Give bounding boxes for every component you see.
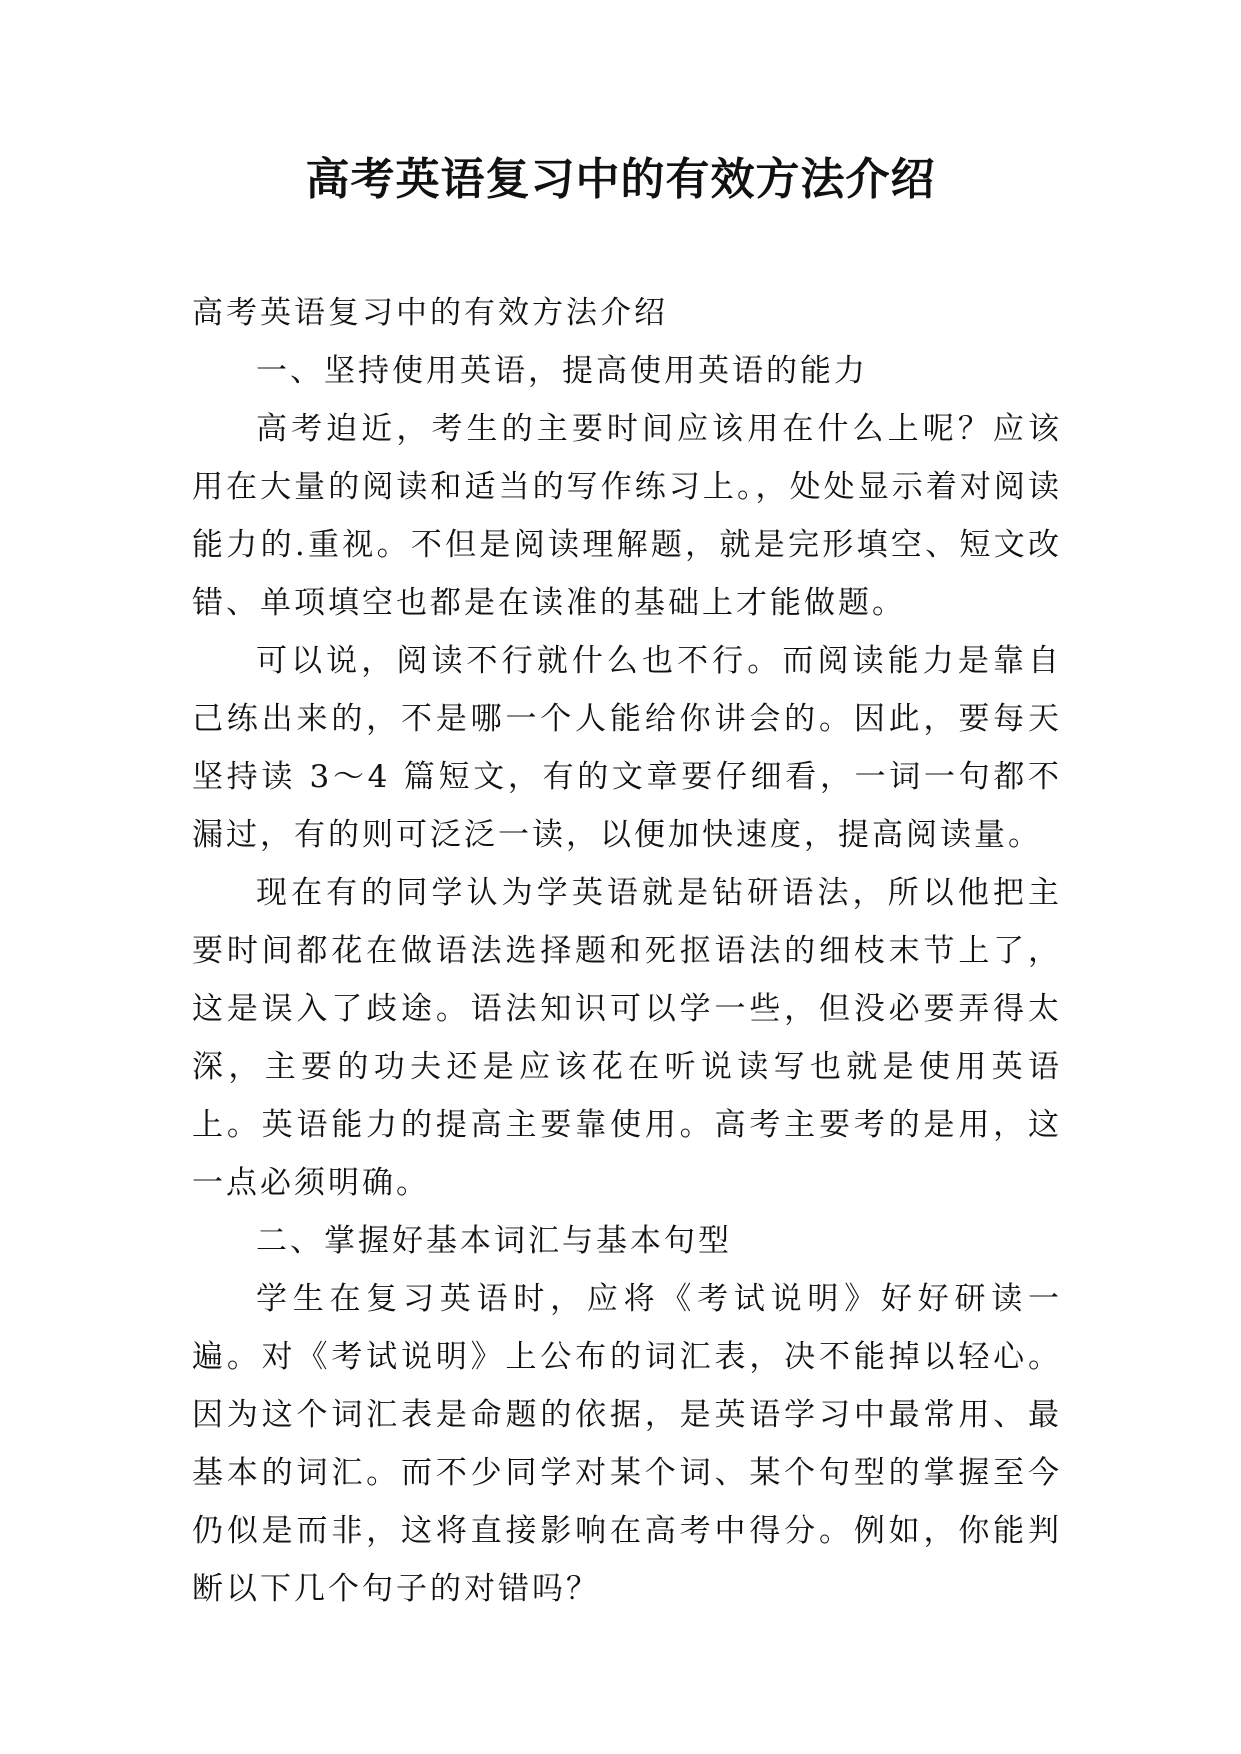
paragraph: 现在有的同学认为学英语就是钻研语法，所以他把主要时间都花在做语法选择题和死抠语法的细枝末节上了，这是误入了歧途。语法知识可以学一些，但没必要弄得太深，主要的功夫还是应该花在听说读写也就是使用英语上。英语能力的提高主要靠使用。高考主要考的是用，这一点必须明确。: [192, 875, 1062, 1201]
document-title: 高考英语复习中的有效方法介绍: [305, 154, 936, 205]
document-body: [192, 284, 1062, 1618]
paragraph: 高考迫近，考生的主要时间应该用在什么上呢？应该用在大量的阅读和适当的写作练习上。，处处显示着对阅读能力的.重视。不但是阅读理解题，就是完形填空、短文改错、单项填空也都是在读准的基础上才能做题。: [192, 411, 1062, 621]
paragraph: 学生在复习英语时，应将《考试说明》好好研读一遍。对《考试说明》上公布的词汇表，决不能掉以轻心。因为这个词汇表是命题的依据，是英语学习中最常用、最基本的词汇。而不少同学对某个词、某个句型的掌握至今仍似是而非，这将直接影响在高考中得分。例如，你能判断以下几个句子的对错吗？: [192, 1281, 1062, 1607]
paragraph-heading: 高考英语复习中的有效方法介绍: [192, 295, 668, 331]
paragraph: 可以说，阅读不行就什么也不行。而阅读能力是靠自己练出来的，不是哪一个人能给你讲会的。因此，要每天坚持读 3～4 篇短文，有的文章要仔细看，一词一句都不漏过，有的则可泛泛一读，以便加快速度，提高阅读量。: [192, 643, 1062, 853]
section-heading-1: 一、坚持使用英语，提高使用英语的能力: [256, 353, 868, 389]
section-heading-2: 二、掌握好基本词汇与基本句型: [256, 1223, 732, 1259]
